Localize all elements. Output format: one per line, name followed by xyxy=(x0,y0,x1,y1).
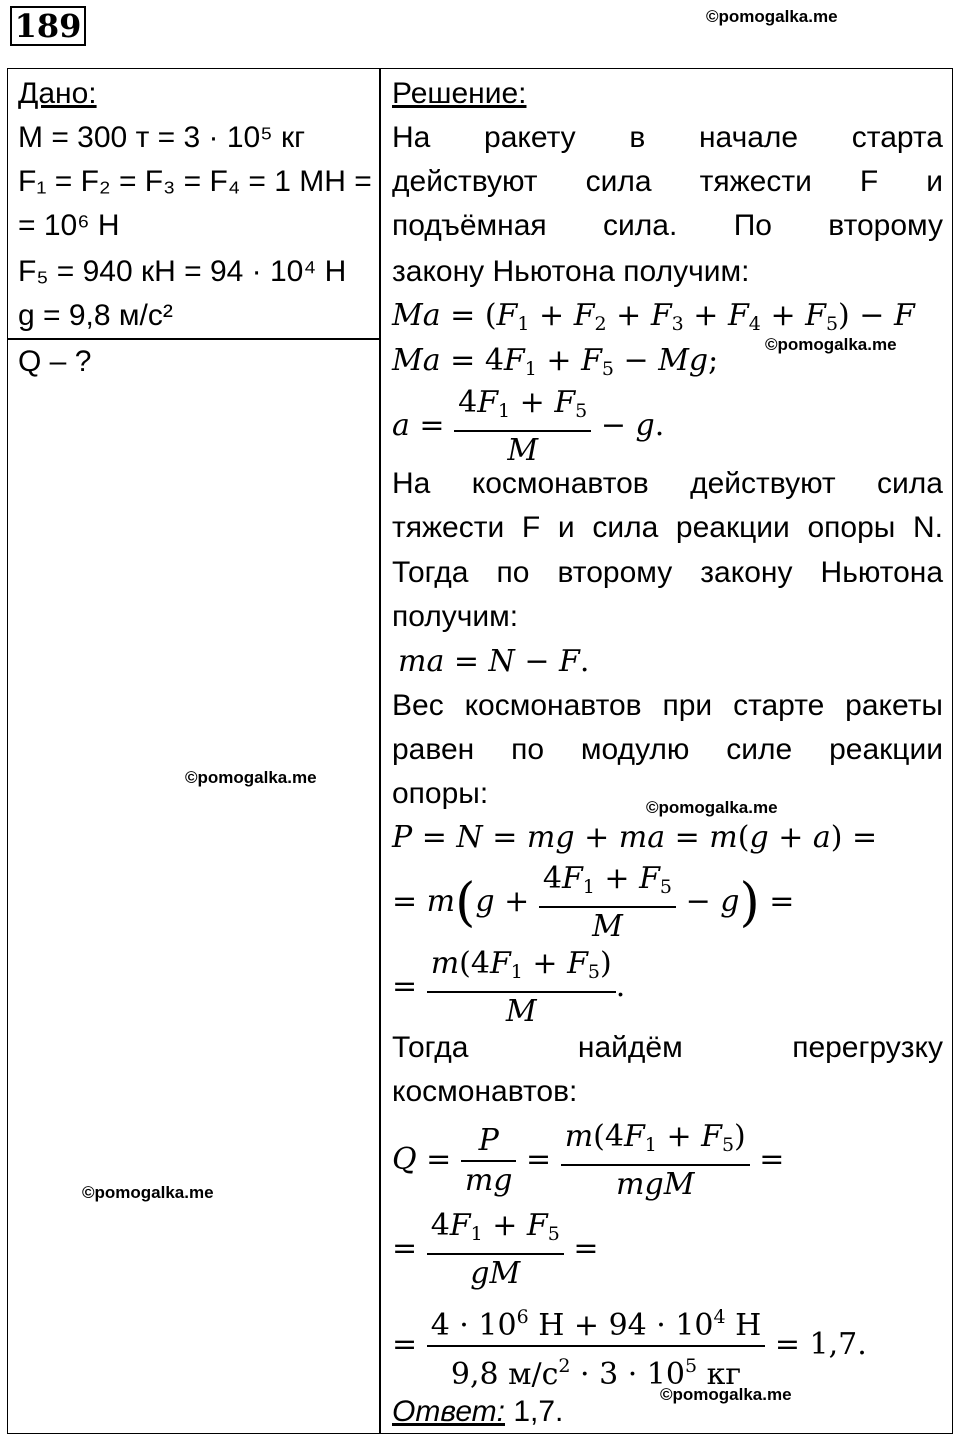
watermark: ©pomogalka.me xyxy=(185,768,317,787)
solution-text: На космонавтов действуют сила xyxy=(392,467,943,500)
solution-text: равен по модулю силе реакции xyxy=(392,733,943,766)
solution-text: закону Ньютона получим: xyxy=(392,255,750,288)
equation-weight-2: = m(g + $\frac{4F_1 + F_5}{M}$ − g) = xyxy=(392,861,795,944)
equation-weight: P = N = mg + ma = m(g + a) = xyxy=(392,820,878,855)
answer-line xyxy=(392,1390,563,1434)
equation-overload-2: = $\frac{4F_1 + F_5}{gM}$ = xyxy=(392,1208,599,1291)
equation-newton: $Ma = (F_1 + F_2 + F_3 + F_4 + F_5) - F$ xyxy=(392,298,915,335)
equation-overload-numeric: = $\frac{4 \cdot 10^6 Н + 94 \cdot 10^4 Н}{9,8 м/с^2 \cdot 3 \cdot 10^5 кг}$ = 1,7. xyxy=(392,1298,867,1394)
watermark: ©pomogalka.me xyxy=(765,335,897,354)
watermark: ©pomogalka.me xyxy=(82,1183,214,1202)
solution-text: Тогда найдём перегрузку xyxy=(392,1031,943,1064)
column-divider xyxy=(379,68,381,1434)
given-forces-value: = 10⁶ Н xyxy=(18,209,120,242)
solution-text: получим: xyxy=(392,600,519,633)
solution-text: Тогда по второму закону Ньютона xyxy=(392,556,943,589)
given-heading: Дано: xyxy=(18,77,97,110)
given-f5: F₅ = 940 кН = 94 · 10⁴ Н xyxy=(18,255,347,288)
watermark: ©pomogalka.me xyxy=(706,7,838,26)
solution-text: тяжести F и сила реакции опоры N. xyxy=(392,511,943,544)
solution-text: Вес космонавтов при старте ракеты xyxy=(392,689,943,722)
equation-newton-2: $Ma = 4F_1 + F_5 - Mg$; xyxy=(392,343,719,380)
find-label: Q – ? xyxy=(18,345,92,378)
solution-text: подъёмная сила. По второму xyxy=(392,209,943,242)
given-forces: F₁ = F₂ = F₃ = F₄ = 1 МН = xyxy=(18,165,372,198)
solution-text: опоры: xyxy=(392,777,489,810)
watermark: ©pomogalka.me xyxy=(660,1385,792,1404)
answer-value: 1,7. xyxy=(513,1395,564,1428)
equation-acceleration: a = $\frac{4F_1 + F_5}{M}$ − g. xyxy=(392,385,665,468)
equation-overload: Q = $\frac{P}{mg}$ = $\frac{m(4F_1 + F_5)}{\text{mgM}}$ = xyxy=(392,1119,785,1202)
solution-text: действуют сила тяжести F и xyxy=(392,165,943,198)
watermark: ©pomogalka.me xyxy=(646,798,778,817)
equation-cosmonaut: ma = N − F. xyxy=(398,644,590,679)
solution-heading: Решение: xyxy=(392,77,527,110)
answer-label: Ответ: xyxy=(392,1395,505,1428)
solution-text: На ракету в начале старта xyxy=(392,121,943,154)
equation-weight-3: = $\frac{m(4F_1 + F_5)}{M}$ . xyxy=(392,946,626,1029)
solution-text: космонавтов: xyxy=(392,1075,578,1108)
given-mass: M = 300 т = 3 · 10⁵ кг xyxy=(18,121,306,154)
given-g: g = 9,8 м/с² xyxy=(18,299,173,332)
problem-number: 189 xyxy=(10,6,86,46)
